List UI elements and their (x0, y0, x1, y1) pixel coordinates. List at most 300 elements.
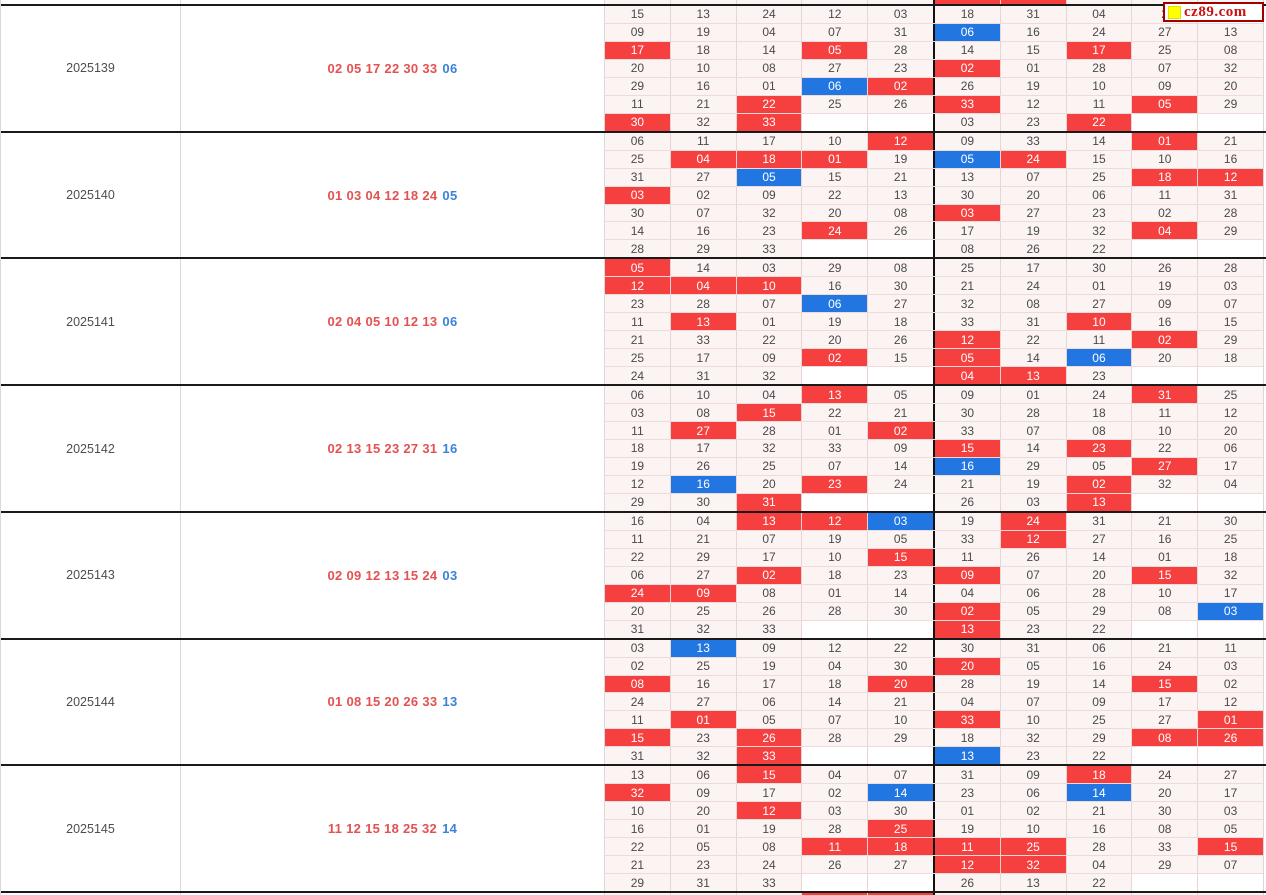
grid-cell: 27 (670, 169, 736, 186)
grid-cell: 05 (736, 169, 802, 186)
grid-cell: 27 (1131, 458, 1197, 475)
grid-cell: 16 (1066, 658, 1132, 675)
grid-cell: 29 (670, 240, 736, 257)
grid-cell: 06 (1197, 440, 1263, 457)
grid-cell: 24 (801, 222, 867, 239)
site-logo[interactable] (1163, 2, 1264, 22)
grid-cell: 08 (1197, 42, 1263, 59)
grid-cell: 14 (1066, 676, 1132, 693)
grid-cell: 32 (1197, 567, 1263, 584)
grid-cell: 03 (1197, 603, 1263, 620)
grid-cell: 32 (670, 747, 736, 764)
grid-cell: 04 (736, 386, 802, 403)
grid-cell: 06 (1000, 784, 1066, 801)
grid-cell: 09 (736, 187, 802, 204)
grid-cell: 05 (605, 259, 670, 276)
grid-cell: 18 (801, 567, 867, 584)
grid-cell: 17 (1131, 693, 1197, 710)
grid-cell (867, 747, 933, 764)
grid-cell: 16 (1131, 531, 1197, 548)
grid-cell: 28 (1197, 205, 1263, 222)
grid-row (605, 567, 1263, 585)
winning-red-numbers: 02 13 15 23 27 31 (327, 441, 438, 457)
grid-cell: 25 (867, 820, 933, 837)
grid-row (605, 151, 1263, 169)
grid-cell: 15 (736, 404, 802, 421)
grid-cell: 33 (933, 96, 1000, 113)
grid-row (605, 729, 1263, 747)
grid-cell: 29 (1197, 331, 1263, 348)
grid-cell (867, 367, 933, 384)
grid-cell: 26 (1131, 259, 1197, 276)
grid-cell (1131, 621, 1197, 638)
grid-cell: 17 (736, 676, 802, 693)
grid-cell: 10 (1131, 585, 1197, 602)
grid-cell: 11 (605, 422, 670, 439)
period-label: 2025145 (66, 821, 115, 836)
grid-cell: 26 (1000, 549, 1066, 566)
grid-cell: 06 (801, 78, 867, 95)
grid-cell: 06 (605, 386, 670, 403)
grid-cell: 10 (1000, 711, 1066, 728)
grid-row (605, 838, 1263, 856)
winning-numbers-cell (181, 766, 605, 891)
number-grid (605, 3, 1264, 131)
grid-cell: 14 (867, 784, 933, 801)
grid-cell (801, 621, 867, 638)
grid-cell: 19 (801, 313, 867, 330)
grid-cell: 01 (801, 422, 867, 439)
grid-cell: 26 (867, 96, 933, 113)
grid-cell (867, 621, 933, 638)
grid-row (605, 549, 1263, 567)
grid-cell: 21 (867, 404, 933, 421)
grid-cell: 18 (933, 729, 1000, 746)
grid-cell: 13 (1197, 24, 1263, 41)
grid-cell (1197, 494, 1263, 511)
grid-cell: 16 (1000, 24, 1066, 41)
grid-cell: 14 (605, 222, 670, 239)
grid-cell: 12 (605, 476, 670, 493)
grid-cell: 14 (933, 42, 1000, 59)
winning-red-numbers: 01 08 15 20 26 33 (327, 694, 438, 710)
grid-cell: 06 (670, 766, 736, 783)
grid-cell: 31 (1000, 640, 1066, 657)
grid-cell: 20 (670, 802, 736, 819)
grid-cell: 33 (1000, 133, 1066, 150)
grid-cell: 05 (1066, 458, 1132, 475)
grid-cell: 17 (1197, 784, 1263, 801)
grid-row (605, 24, 1263, 42)
grid-cell: 04 (933, 585, 1000, 602)
grid-cell: 26 (801, 856, 867, 873)
grid-cell: 17 (1197, 458, 1263, 475)
grid-cell: 17 (605, 42, 670, 59)
grid-cell: 31 (1066, 513, 1132, 530)
winning-numbers-cell (181, 259, 605, 384)
grid-cell (801, 240, 867, 257)
grid-cell: 04 (670, 151, 736, 168)
grid-cell: 08 (736, 838, 802, 855)
grid-cell: 02 (867, 78, 933, 95)
winning-red-numbers: 02 04 05 10 12 13 (327, 314, 438, 330)
grid-cell: 20 (605, 60, 670, 77)
grid-cell: 22 (736, 331, 802, 348)
grid-cell: 21 (867, 169, 933, 186)
grid-cell: 03 (867, 513, 933, 530)
grid-cell: 32 (1000, 729, 1066, 746)
grid-cell: 28 (736, 422, 802, 439)
grid-cell: 12 (1000, 531, 1066, 548)
grid-cell: 21 (605, 856, 670, 873)
grid-cell: 30 (867, 603, 933, 620)
grid-cell: 04 (801, 658, 867, 675)
grid-cell: 12 (867, 133, 933, 150)
grid-row (605, 874, 1263, 891)
grid-cell: 08 (867, 259, 933, 276)
grid-cell: 03 (605, 404, 670, 421)
grid-row (605, 658, 1263, 676)
grid-cell: 18 (1066, 404, 1132, 421)
grid-cell: 29 (605, 78, 670, 95)
grid-cell: 12 (801, 513, 867, 530)
grid-cell: 33 (736, 874, 802, 891)
grid-cell: 22 (801, 404, 867, 421)
grid-cell: 09 (736, 640, 802, 657)
grid-cell: 03 (1000, 494, 1066, 511)
grid-cell: 05 (1000, 658, 1066, 675)
grid-cell: 24 (867, 476, 933, 493)
grid-cell: 06 (801, 295, 867, 312)
grid-cell: 31 (1197, 187, 1263, 204)
grid-cell: 08 (670, 404, 736, 421)
grid-cell: 09 (933, 567, 1000, 584)
grid-cell (801, 874, 867, 891)
grid-cell: 04 (670, 513, 736, 530)
grid-cell: 02 (1197, 676, 1263, 693)
grid-cell: 19 (933, 820, 1000, 837)
grid-cell: 02 (801, 784, 867, 801)
grid-cell: 07 (1000, 567, 1066, 584)
grid-cell: 32 (736, 205, 802, 222)
grid-cell: 13 (933, 747, 1000, 764)
grid-cell: 29 (1000, 458, 1066, 475)
grid-row (605, 313, 1263, 331)
grid-cell: 07 (801, 458, 867, 475)
grid-cell: 12 (933, 331, 1000, 348)
grid-cell: 03 (801, 802, 867, 819)
grid-cell: 13 (670, 6, 736, 23)
number-grid (605, 640, 1264, 765)
grid-cell: 32 (1197, 60, 1263, 77)
grid-cell: 16 (670, 78, 736, 95)
grid-cell: 27 (1066, 295, 1132, 312)
grid-cell: 26 (670, 458, 736, 475)
grid-cell: 17 (1000, 259, 1066, 276)
grid-row (605, 621, 1263, 638)
grid-row (605, 133, 1263, 151)
grid-cell: 07 (736, 531, 802, 548)
grid-cell: 14 (670, 259, 736, 276)
grid-cell: 30 (1131, 802, 1197, 819)
grid-cell: 22 (1131, 440, 1197, 457)
grid-cell: 13 (605, 766, 670, 783)
grid-cell: 28 (1066, 585, 1132, 602)
grid-cell: 17 (670, 349, 736, 366)
grid-cell: 15 (867, 549, 933, 566)
grid-cell: 25 (1197, 531, 1263, 548)
grid-cell: 12 (1197, 169, 1263, 186)
grid-cell: 02 (867, 422, 933, 439)
grid-cell: 28 (867, 42, 933, 59)
grid-cell: 09 (670, 784, 736, 801)
grid-cell: 01 (736, 313, 802, 330)
grid-row (605, 458, 1263, 476)
grid-cell: 17 (670, 440, 736, 457)
period-label: 2025139 (66, 61, 115, 76)
grid-cell (1197, 367, 1263, 384)
winning-numbers-cell (181, 133, 605, 258)
grid-row (605, 603, 1263, 621)
grid-row (605, 277, 1263, 295)
grid-cell: 21 (867, 693, 933, 710)
grid-cell: 26 (736, 603, 802, 620)
grid-cell: 02 (1131, 205, 1197, 222)
period-label: 2025142 (66, 441, 115, 456)
grid-cell: 31 (933, 766, 1000, 783)
grid-cell: 24 (1000, 151, 1066, 168)
grid-cell: 23 (1066, 367, 1132, 384)
grid-row (605, 259, 1263, 277)
grid-cell: 09 (1131, 78, 1197, 95)
grid-cell: 21 (933, 476, 1000, 493)
grid-cell: 25 (736, 458, 802, 475)
grid-cell: 09 (867, 440, 933, 457)
grid-cell: 20 (801, 205, 867, 222)
grid-cell: 33 (933, 531, 1000, 548)
grid-cell: 27 (1131, 24, 1197, 41)
grid-cell: 23 (1066, 440, 1132, 457)
grid-cell: 24 (736, 6, 802, 23)
grid-cell: 05 (1131, 96, 1197, 113)
grid-cell: 08 (1131, 729, 1197, 746)
period-cell (1, 766, 181, 891)
grid-cell (1131, 874, 1197, 891)
period-cell (1, 640, 181, 765)
grid-cell: 23 (933, 784, 1000, 801)
grid-cell: 23 (801, 476, 867, 493)
grid-cell: 18 (1066, 766, 1132, 783)
grid-cell: 02 (1066, 476, 1132, 493)
grid-cell: 03 (736, 259, 802, 276)
grid-cell: 10 (670, 60, 736, 77)
grid-cell: 26 (1000, 240, 1066, 257)
grid-cell: 13 (736, 513, 802, 530)
grid-cell: 14 (867, 585, 933, 602)
grid-cell: 29 (1131, 856, 1197, 873)
grid-cell: 13 (933, 169, 1000, 186)
grid-cell: 30 (867, 277, 933, 294)
grid-cell: 01 (1000, 60, 1066, 77)
winning-numbers-cell (181, 640, 605, 765)
grid-cell: 07 (1000, 693, 1066, 710)
grid-cell: 29 (1197, 96, 1263, 113)
grid-row (605, 169, 1263, 187)
grid-cell: 10 (736, 277, 802, 294)
grid-cell: 26 (867, 222, 933, 239)
period-cell (1, 133, 181, 258)
grid-row (605, 820, 1263, 838)
grid-cell: 13 (670, 313, 736, 330)
logo-text: cz89.com (1184, 3, 1247, 20)
grid-cell: 23 (867, 567, 933, 584)
grid-cell: 05 (867, 531, 933, 548)
grid-cell: 06 (605, 567, 670, 584)
winning-blue-number: 03 (442, 567, 458, 583)
grid-cell: 11 (933, 549, 1000, 566)
grid-cell: 08 (933, 240, 1000, 257)
grid-cell: 18 (670, 42, 736, 59)
grid-cell: 31 (867, 24, 933, 41)
grid-cell: 15 (736, 766, 802, 783)
grid-cell: 04 (1197, 476, 1263, 493)
lottery-period-block (1, 511, 1266, 638)
grid-cell: 25 (1066, 711, 1132, 728)
grid-cell: 01 (1131, 549, 1197, 566)
grid-cell: 10 (1131, 422, 1197, 439)
grid-cell: 02 (801, 349, 867, 366)
grid-cell: 14 (1000, 440, 1066, 457)
grid-cell: 27 (670, 567, 736, 584)
grid-cell: 18 (1197, 549, 1263, 566)
grid-cell: 12 (605, 277, 670, 294)
grid-cell: 20 (1131, 784, 1197, 801)
grid-row (605, 856, 1263, 874)
grid-cell: 30 (1197, 513, 1263, 530)
grid-cell: 30 (605, 205, 670, 222)
grid-cell: 10 (605, 802, 670, 819)
grid-cell: 16 (933, 458, 1000, 475)
grid-cell: 05 (867, 386, 933, 403)
grid-cell: 33 (1131, 838, 1197, 855)
grid-cell: 33 (736, 747, 802, 764)
grid-cell: 08 (736, 585, 802, 602)
grid-cell: 22 (1066, 747, 1132, 764)
grid-cell: 19 (1131, 277, 1197, 294)
grid-cell: 15 (1066, 151, 1132, 168)
grid-cell: 15 (1197, 838, 1263, 855)
period-label: 2025143 (66, 568, 115, 583)
grid-cell: 20 (736, 476, 802, 493)
grid-cell: 06 (1000, 585, 1066, 602)
grid-cell: 22 (1066, 240, 1132, 257)
winning-blue-number: 06 (442, 60, 458, 76)
grid-cell: 14 (801, 693, 867, 710)
grid-cell: 24 (1066, 24, 1132, 41)
grid-cell: 23 (1000, 114, 1066, 131)
grid-cell (867, 114, 933, 131)
grid-cell: 24 (736, 856, 802, 873)
grid-cell: 01 (670, 711, 736, 728)
grid-cell: 11 (1066, 96, 1132, 113)
grid-cell: 05 (933, 151, 1000, 168)
lottery-period-block (1, 4, 1266, 131)
grid-cell: 28 (1066, 60, 1132, 77)
number-grid (605, 513, 1264, 638)
grid-cell: 25 (801, 96, 867, 113)
grid-cell: 01 (1000, 386, 1066, 403)
grid-cell: 25 (605, 349, 670, 366)
grid-row (605, 349, 1263, 367)
grid-cell: 29 (605, 494, 670, 511)
grid-cell: 25 (670, 603, 736, 620)
grid-cell: 05 (1197, 820, 1263, 837)
grid-cell: 20 (1131, 349, 1197, 366)
grid-cell: 11 (1131, 187, 1197, 204)
grid-cell: 09 (1000, 766, 1066, 783)
grid-cell: 04 (736, 24, 802, 41)
grid-cell: 30 (867, 802, 933, 819)
grid-cell: 05 (670, 838, 736, 855)
grid-cell: 06 (1066, 187, 1132, 204)
grid-cell: 08 (1066, 422, 1132, 439)
grid-cell: 17 (736, 133, 802, 150)
grid-cell: 07 (1197, 856, 1263, 873)
grid-cell: 22 (736, 96, 802, 113)
winning-blue-number: 06 (442, 314, 458, 330)
grid-cell: 02 (933, 603, 1000, 620)
grid-cell (801, 747, 867, 764)
grid-cell (867, 240, 933, 257)
grid-cell: 28 (801, 820, 867, 837)
grid-cell: 20 (605, 603, 670, 620)
grid-cell: 30 (933, 640, 1000, 657)
grid-cell: 23 (605, 295, 670, 312)
grid-cell: 14 (1066, 549, 1132, 566)
grid-cell: 31 (1000, 6, 1066, 23)
grid-cell: 01 (801, 151, 867, 168)
grid-cell: 21 (1131, 640, 1197, 657)
grid-cell: 27 (670, 693, 736, 710)
grid-cell: 27 (801, 60, 867, 77)
grid-cell: 03 (1197, 277, 1263, 294)
grid-cell: 26 (736, 729, 802, 746)
grid-row (605, 585, 1263, 603)
grid-cell: 31 (1000, 313, 1066, 330)
grid-cell: 16 (605, 820, 670, 837)
grid-cell: 22 (867, 640, 933, 657)
grid-cell: 08 (605, 676, 670, 693)
grid-cell: 07 (867, 766, 933, 783)
grid-cell: 04 (801, 766, 867, 783)
grid-cell (1131, 747, 1197, 764)
grid-cell: 16 (801, 277, 867, 294)
grid-cell: 24 (1131, 658, 1197, 675)
winning-blue-number: 13 (442, 694, 458, 710)
grid-cell: 30 (867, 658, 933, 675)
grid-cell: 21 (670, 531, 736, 548)
grid-row (605, 784, 1263, 802)
grid-row (605, 114, 1263, 131)
grid-cell: 06 (736, 693, 802, 710)
grid-cell: 25 (933, 259, 1000, 276)
grid-cell: 18 (867, 838, 933, 855)
grid-cell: 02 (1131, 331, 1197, 348)
grid-cell: 11 (801, 838, 867, 855)
grid-cell: 19 (867, 151, 933, 168)
grid-cell: 06 (1066, 349, 1132, 366)
grid-cell (1197, 874, 1263, 891)
